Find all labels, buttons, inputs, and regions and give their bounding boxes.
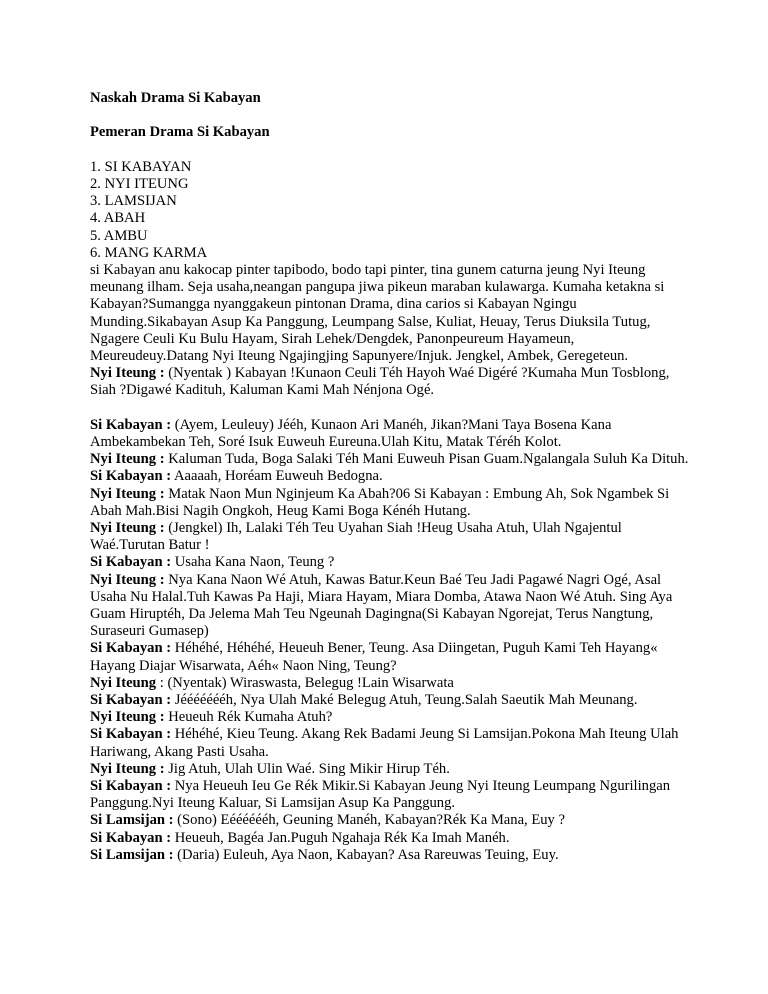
speaker-name: Si Kabayan : (90, 778, 172, 795)
dialogue-line (90, 692, 690, 709)
dialogue-text: (Ayem, Leuleuy) Jééh, Kunaon Ari Manéh, Jikan?Mani Taya Bosena Kana Ambekambekan Teh, Soré Isuk Euweuh Eureuna.Ulah Kitu, Matak Téréh Kolot. (90, 416, 612, 451)
dialogue-line (90, 572, 690, 641)
document-page (90, 90, 690, 864)
speaker-name: Si Kabayan : (90, 829, 172, 846)
dialogue-line (90, 486, 690, 520)
dialogue-text: (Jengkel) Ih, Lalaki Téh Teu Uyahan Siah !Heug Usaha Atuh, Ulah Ngajentul Waé.Turutan Batur ! (90, 520, 622, 554)
dialogue-text: Nya Heueuh Ieu Ge Rék Mikir.Si Kabayan Jeung Nyi Iteung Leumpang Ngurilingan Panggung.Nyi Iteung Kaluar, Si Lamsijan Asup Ka Panggung. (90, 778, 671, 812)
dialogue-text: Jig Atuh, Ulah Ulin Waé. Sing Mikir Hirup Téh. (164, 760, 450, 777)
document-title: Naskah Drama Si Kabayan (90, 90, 261, 106)
dialogue-text: (Daria) Euleuh, Aya Naon, Kabayan? Asa Rareuwas Teuing, Euy. (173, 846, 559, 863)
dialogue-line (90, 830, 690, 847)
dialogue-text: Jéééééééh, Nya Ulah Maké Belegug Atuh, Teung.Salah Saeutik Mah Meunang. (171, 692, 638, 709)
dialogue-line (90, 365, 690, 399)
cast-heading: Pemeran Drama Si Kabayan (90, 124, 270, 141)
speaker-name: Nyi Iteung : (90, 760, 165, 777)
dialogue-text: (Sono) Eééééééh, Geuning Manéh, Kabayan?Rék Ka Mana, Euy ? (173, 812, 565, 829)
cast-item: 6. MANG KARMA (90, 244, 208, 261)
dialogue-text: Matak Naon Mun Nginjeum Ka Abah?06 Si Kabayan : Embung Ah, Sok Ngambek Si Abah Mah.Bisi Nagih Ongkoh, Heug Kami Boga Kénéh Hutang. (90, 485, 670, 519)
speaker-name: Si Kabayan : (90, 554, 172, 571)
speaker-name: Nyi Iteung : (90, 485, 165, 502)
speaker-name: Si Lamsijan : (90, 846, 174, 863)
speaker-name: Si Kabayan : (90, 468, 172, 485)
dialogue-text: Heueuh Rék Kumaha Atuh? (164, 709, 333, 726)
intro-paragraph: si Kabayan anu kakocap pinter tapibodo, bodo tapi pinter, tina gunem caturna jeung Nyi Iteung meunang ilham. Seja usaha,neangan pangupa jiwa pikeun maraban kulawarga. Kumaha ketakna si Kabayan?Sumangga nyanggakeun pintonan Drama, dina carios si Kabayan Ngingu Munding.Sikabayan Asup Ka Panggung, Leumpang Salse, Kuliat, Heuay, Terus Diuksila Tutug, Ngagere Ceuli Ku Bulu Hayam, Sirah Lehek/Dengdek, Panonpeureum Hayameun, Meureudeuy.Datang Nyi Iteung Ngajingjing Sapunyere/Injuk. Jengkel, Ambek, Geregeteun. (90, 262, 665, 365)
cast-item: 3. LAMSIJAN (90, 193, 177, 210)
dialogue-line (90, 675, 690, 692)
speaker-name: Si Lamsijan : (90, 812, 174, 829)
dialogue-line (90, 451, 690, 468)
speaker-name: Nyi Iteung (90, 674, 157, 691)
dialogue-text: Kaluman Tuda, Boga Salaki Téh Mani Euweuh Pisan Guam.Ngalangala Suluh Ka Dituh. (164, 451, 689, 468)
cast-item: 2. NYI ITEUNG (90, 175, 189, 192)
speaker-name: Nyi Iteung : (90, 365, 165, 382)
dialogue-text: (Nyentak ) Kabayan !Kunaon Ceuli Téh Hayoh Waé Digéré ?Kumaha Mun Tosblong, Siah ?Digawé Kadituh, Kaluman Kami Mah Nénjona Ogé. (90, 365, 670, 399)
cast-item: 1. SI KABAYAN (90, 158, 192, 175)
speaker-name: Si Kabayan : (90, 726, 172, 743)
dialogue-text: : (Nyentak) Wiraswasta, Belegug !Lain Wisarwata (156, 674, 454, 691)
dialogue-line (90, 812, 690, 829)
dialogue-line (90, 709, 690, 726)
dialogue-text: Héhéhé, Kieu Teung. Akang Rek Badami Jeung Si Lamsijan.Pokona Mah Iteung Ulah Hariwang, Akang Pasti Usaha. (90, 726, 679, 760)
dialogue-line (90, 520, 690, 554)
speaker-name: Nyi Iteung : (90, 709, 165, 726)
dialogue-text: Aaaaah, Horéam Euweuh Bedogna. (171, 468, 383, 485)
dialogue-line (90, 847, 690, 864)
speaker-name: Nyi Iteung : (90, 520, 165, 537)
cast-item: 5. AMBU (90, 227, 148, 244)
cast-item: 4. ABAH (90, 210, 146, 227)
speaker-name: Si Kabayan : (90, 692, 172, 709)
dialogue-text: Nya Kana Naon Wé Atuh, Kawas Batur.Keun Baé Teu Jadi Pagawé Nagri Ogé, Asal Usaha Nu Halal.Tuh Kawas Pa Haji, Miara Hayam, Miara Domba, Atawa Naon Wé Atuh. Sing Aya Guam Hiruptéh, Da Jelema Mah Teu Ngeunah Dagingna(Si Kabayan Ngorejat, Terus Nangtung, Suraseuri Gumasep) (90, 571, 673, 640)
dialogue-text: Héhéhé, Héhéhé, Heueuh Bener, Teung. Asa Diingetan, Puguh Kami Teh Hayang« Hayang Diajar Wisarwata, Aéh« Naon Ning, Teung? (90, 640, 658, 674)
dialogue-line (90, 640, 690, 674)
dialogue-line (90, 726, 690, 760)
cast-list (90, 159, 690, 262)
dialogue-line (90, 468, 690, 485)
speaker-name: Si Kabayan : (90, 640, 172, 657)
dialogue-text: Heueuh, Bagéa Jan.Puguh Ngahaja Rék Ka Imah Manéh. (171, 829, 510, 846)
speaker-name: Si Kabayan : (90, 416, 172, 433)
dialogue-text: Usaha Kana Naon, Teung ? (171, 554, 335, 571)
speaker-name: Nyi Iteung : (90, 571, 165, 588)
dialogue-line (90, 417, 690, 451)
speaker-name: Nyi Iteung : (90, 451, 165, 468)
dialogue-line (90, 554, 690, 571)
dialogue-line (90, 778, 690, 812)
dialogue-line (90, 761, 690, 778)
